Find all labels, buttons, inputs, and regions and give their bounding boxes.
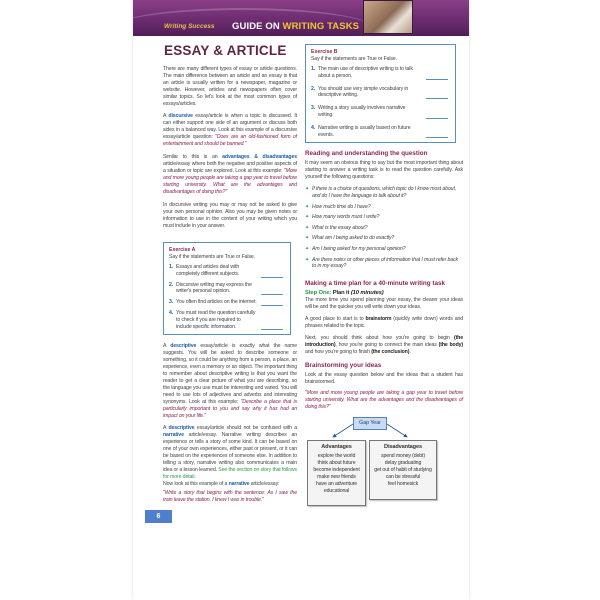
gap-year-diagram [305, 417, 463, 509]
discursive-paragraph: A discursive essay/article is when a topic is discussed. It can either support one side of an argument or discuss both sides in a balanced way. Look at this example of a discursive essay/article question: "Does are an old-fashioned form of entertainment and should be banned." [163, 113, 298, 147]
page-number: 6 [145, 510, 172, 523]
left-column [156, 66, 298, 523]
descriptive-paragraph: A descriptive essay/article is exactly what the name suggests. You will be asked to describe someone or something, so it could be anything from a person, a place, an experience, even a memory or an object. The important thing to remember about descriptive writing is that you want the reader to get a clear picture of what you are describing, so the language you use must be interesting and varied. You will need to use lots of adjectives and adverbs and interesting synonyms. Look at this example: "Describe a place that is particularly important to you and say why it has had an impact on your life." [163, 343, 298, 420]
header-title-highlight: WRITING TASKS [282, 21, 360, 32]
question-bullet: ✦ Are there notes or other pieces of information that I must refer back to in my essay? [305, 256, 458, 270]
structure-paragraph: Next, you should think about how you're going to begin (the introduction), how you're going to connect the main ideas (the body) and how you're going to finish (the conclusion). [305, 335, 463, 356]
question-bullet: ✦ How many words must I write? [305, 214, 380, 221]
exercise-b-instruction: Say if the statements are True or False. [311, 56, 398, 62]
opinion-paragraph: In discursive writing you may or may not be asked to give your own personal opinion. Also you may be given notes or information to use in the content of your writing which you must include in your answer. [163, 202, 297, 229]
answer-blank[interactable] [261, 277, 283, 278]
heading-brainstorming: Brainstorming your ideas [305, 362, 382, 370]
exercise-a-box [163, 242, 291, 335]
heading-time-plan: Making a time plan for a 40-minute writing task [305, 279, 445, 287]
question-bullet: ✦ Am I being asked for my personal opinion? [305, 245, 406, 252]
brand-label: Writing Success [164, 23, 215, 30]
narrative-paragraph: A descriptive essay/article should not be confused with a narrative article/essay. Narrative writing describes an experience or tells a story of some kind. It can be based on one of your own experiences, either past or present, or it can be based on the experiences of someone else. In addition to telling a story, narrative writing also communicates a main idea or a lesson learned. See the section on story that follows for more detail. Now look at this example of a narrative article/essay: [163, 425, 297, 488]
look-paragraph: Look at the essay question below and the ideas that a student has brainstormed. [305, 372, 463, 386]
disadvantages-node: Disadvantages spend money (debt) delay graduating get out of habit of studying can be stressful feel homesick [369, 440, 437, 500]
answer-blank[interactable] [426, 79, 448, 80]
header-title [232, 21, 359, 32]
answer-blank[interactable] [261, 305, 283, 306]
exercise-b-box [305, 44, 456, 143]
answer-blank[interactable] [426, 98, 448, 99]
answer-blank[interactable] [261, 294, 283, 295]
exercise-item: 2. You should use very simple vocabulary in descriptive writing. [311, 86, 450, 100]
reading-paragraph: It may seem an obvious thing to say but the most important thing about starting to answer a writing task is to read the question carefully. Ask yourself the following questions: [305, 160, 463, 181]
heading-reading: Reading and understanding the question [305, 150, 428, 158]
question-bullet: ✦ If there is a choice of questions, which topic do I know most about, and do I have the language to talk about it? [305, 186, 457, 199]
answer-blank[interactable] [261, 329, 283, 330]
exercise-a-instruction: Say if the statements are True or False. [169, 254, 256, 260]
gap-year-quote: "More and more young people are taking a gap year to travel before starting university. What are the advantages and the disadvantages of doing this?" [305, 390, 463, 411]
question-bullet: ✦ What is the essay about? [305, 224, 368, 231]
exercise-item: 3. Writing a story usually involves narrative writing. [311, 105, 450, 119]
step-one-paragraph: The more time you spend planning your essay, the clearer your ideas will be and the quicker you will write down your ideas. [305, 297, 463, 311]
header-title-prefix: GUIDE ON [232, 21, 283, 32]
right-column [305, 44, 463, 509]
page-header [133, 0, 469, 36]
exercise-item: 4. You must read the question carefully to check if you are required to include specific information. [169, 310, 285, 330]
answer-blank[interactable] [426, 137, 448, 138]
exercise-item: 1. Essays and articles deal with completely different subjects. [169, 264, 285, 278]
question-bullet: ✦ What am I being asked to do exactly? [305, 235, 395, 242]
exercise-item: 2. Discursive writing may express the writer's personal opinion. [169, 282, 285, 296]
intro-paragraph: There are many different types of essay or article questions. The main difference between an article and an essay is that an article is usually written for a newspaper, magazine or website. However, articles and newspapers often cover similar topics. So let's look at the most common types of essays/articles. [163, 66, 297, 107]
page-title: ESSAY & ARTICLE [164, 43, 287, 58]
advantages-node: Advantages explore the world think about future become independent make new friends have an adventure educational [307, 440, 366, 506]
header-photo-writing-hand [363, 0, 413, 34]
narrative-example-quote: "Write a story that begins with the sentence: As I saw the train leave the station, I knew I was in trouble." [163, 490, 297, 504]
brainstorm-paragraph: A good place to start is to brainstorm (quickly write down) words and phrases related to the topic. [305, 316, 463, 330]
answer-blank[interactable] [426, 118, 448, 119]
document-page [133, 0, 469, 600]
exercise-item: 1. The main use of descriptive writing is to talk about a person. [311, 66, 450, 80]
question-bullet: ✦ How much time do I have? [305, 203, 371, 210]
exercise-b-title: Exercise B [311, 49, 338, 55]
exercise-a-title: Exercise A [169, 247, 196, 253]
exercise-item: 3. You often find articles on the internet. [169, 299, 285, 306]
gap-year-node: Gap Year [353, 417, 387, 430]
exercise-item: 4. Narrative writing is usually based on future events. [311, 125, 450, 139]
adv-disadv-paragraph: Similar to this is an advantages & disadvantages article/essay where both the negative and positive aspects of a situation or topic are explored. Look at this example: "More and more young people are taking a gap year to travel before starting university. What are the advantages and disadvantages of doing this?" [163, 154, 297, 195]
step-one-heading: Step One: Plan it (10 minutes) [305, 289, 384, 296]
